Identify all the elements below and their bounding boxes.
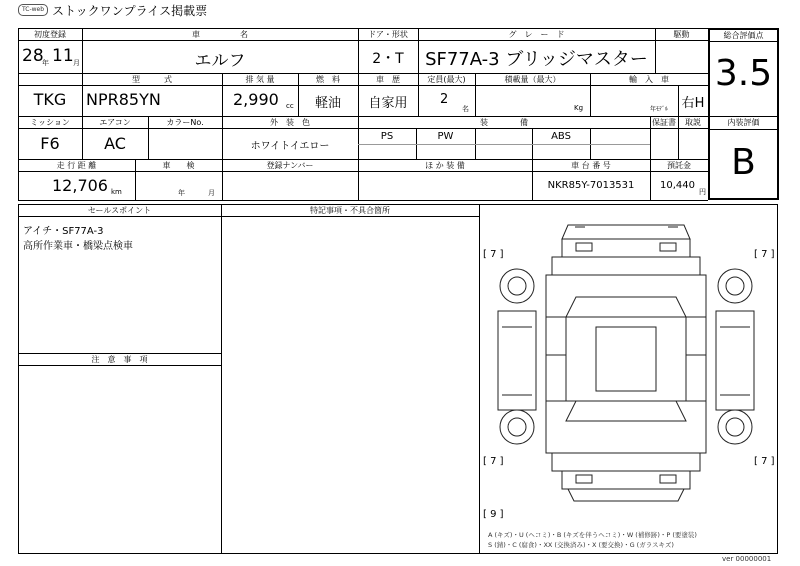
first-registration-header: 初度登録: [34, 30, 66, 39]
import-model-year-label: 年ﾓﾃﾞﾙ: [650, 106, 669, 113]
plate-header: 登録ナンバー: [266, 161, 314, 170]
overall-score-value: 3.5: [714, 53, 773, 94]
capacity-header: 定員(最大): [427, 75, 466, 84]
interior-score-header: 内装評価: [710, 116, 777, 130]
inspection-month-unit: 月: [208, 189, 215, 197]
model-type-header: 型 式: [132, 75, 172, 84]
car-name-header: 車 名: [192, 30, 248, 39]
diagram-tag: [ 7 ]: [754, 456, 775, 467]
equipment-item: PW: [437, 131, 454, 142]
record-header: 取説: [685, 118, 701, 127]
equipment-item: ABS: [551, 131, 571, 142]
score-panel: [708, 28, 779, 200]
aircon-header: エアコン: [99, 118, 131, 127]
fuel-value: 軽油: [314, 96, 341, 111]
handle-value: 右H: [681, 96, 705, 111]
legend-line: A (キズ)・U (ヘコミ)・B (キズを伴うヘコミ)・W (補修跡)・P (要塗装): [488, 531, 697, 539]
sales-point-line: 高所作業車・橋梁点検車: [23, 241, 133, 252]
door-shape-header: ドア・形状: [368, 30, 408, 39]
history-header: 車 歴: [376, 75, 400, 84]
diagram-tag: [ 7 ]: [483, 249, 504, 260]
vehicle-damage-diagram: [480, 205, 778, 525]
mission-header: ミッション: [30, 118, 70, 127]
grade-header: グ レ ー ド: [508, 30, 565, 39]
drive-header: 駆動: [673, 30, 690, 39]
mileage-header: 走 行 距 離: [56, 161, 97, 170]
aircon-value: AC: [104, 134, 126, 153]
load-header: 積載量（最大）: [504, 75, 561, 84]
fuel-header: 燃 料: [316, 75, 340, 84]
grade-value: SF77A-3 ブリッジマスター: [425, 49, 648, 70]
interior-score-value: B: [731, 142, 756, 183]
sales-point-line: アイチ・SF77A-3: [23, 226, 104, 237]
page-title: ストックワンプライス掲載票: [52, 4, 208, 18]
diagram-tag: [ 7 ]: [754, 249, 775, 260]
overall-score-header: 総合評価点: [710, 30, 777, 42]
chassis-value: NKR85Y-7013531: [547, 180, 635, 191]
car-name-value: エルフ: [194, 51, 246, 71]
model-value: NPR85YN: [86, 90, 161, 109]
door-shape-value: 2・T: [372, 51, 404, 67]
notes-header: 特記事項・不具合箇所: [310, 206, 390, 215]
load-unit: Kg: [574, 104, 584, 112]
diagram-tag: [ 9 ]: [483, 509, 504, 520]
version-label: ver 00000001: [722, 555, 772, 563]
other-equipment-header: ほ か 装 備: [425, 161, 465, 170]
inspection-year-unit: 年: [178, 189, 185, 197]
chassis-header: 車 台 番 号: [571, 161, 611, 170]
diagram-tag: [ 7 ]: [483, 456, 504, 467]
deposit-header: 預託金: [667, 161, 691, 170]
caution-header: 注 意 事 項: [91, 355, 148, 364]
exterior-color-value: ホワイトイエロー: [250, 141, 330, 152]
exterior-color-header: 外 装 色: [270, 118, 310, 127]
history-value: 自家用: [368, 96, 408, 111]
sales-points-header: セールスポイント: [87, 206, 152, 215]
legend-line: S (錆)・C (腐食)・XX (交換済み)・X (要交換)・G (ガラスキズ): [488, 541, 674, 549]
displacement-header: 排 気 量: [245, 75, 275, 84]
color-no-header: カラーNo.: [166, 118, 204, 127]
equipment-header: 装 備: [480, 118, 528, 127]
inspection-header: 車 検: [162, 161, 195, 170]
warranty-header: 保証書: [652, 118, 676, 127]
import-header: 輸 入 車: [629, 75, 669, 84]
logo: TC-web: [18, 4, 48, 16]
mission-value: F6: [40, 134, 60, 153]
model-prefix-value: TKG: [33, 90, 67, 109]
equipment-item: PS: [380, 131, 394, 142]
